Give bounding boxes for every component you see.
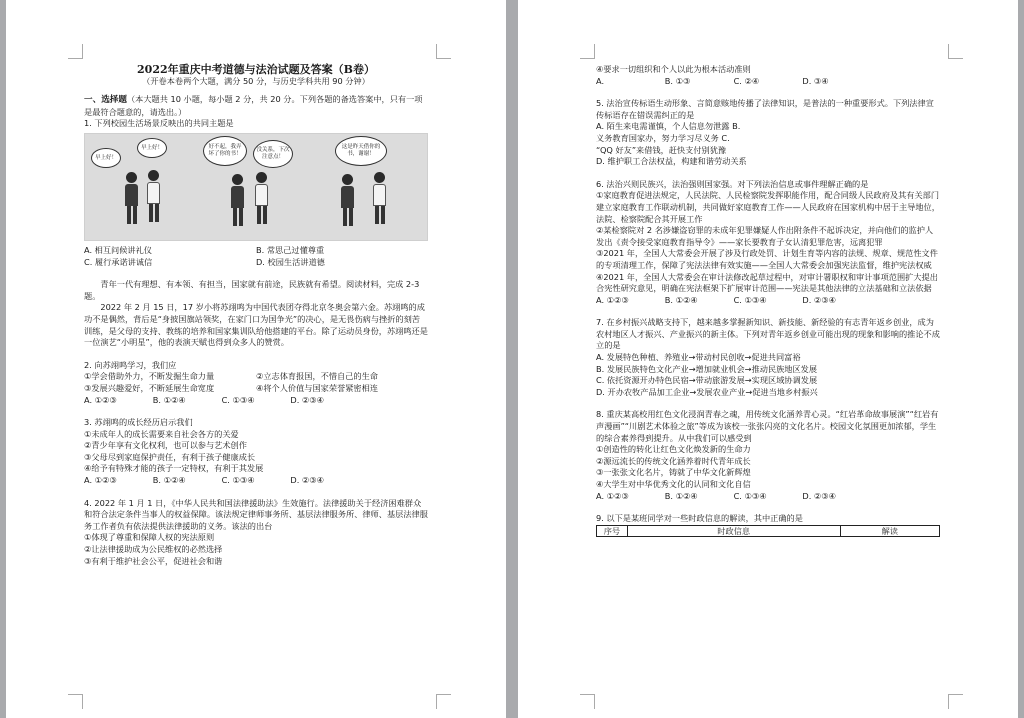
speech-bubble: 早上好！ [137,138,167,158]
question-6-stem: 6. 法治兴则民族兴，法治强则国家强。对下列法治信息或事件理解正确的是 [596,178,869,189]
student-figure [255,172,268,224]
speech-bubble: 好不起，我弄坏了你的书！ [203,136,247,166]
option[interactable]: C. 履行承诺讲诚信 [84,256,153,267]
statement-item: ④将个人价值与国家荣誉紧密相连 [256,382,378,393]
statement-item: ①学会借助外力，不断发掘生命力量 [84,371,215,382]
statement-item: ②让法律援助成为公民维权的必然选择 [84,544,223,555]
option[interactable]: B. ①②④ [152,475,186,486]
option[interactable]: C. ①③④ [221,394,255,405]
question-4-stem: 4. 2022 年 1 月 1 日，《中华人民共和国法律援助法》生效施行。法律援助关于经济困难群众和符合法定条件当事人的权益保障。该法规定律师事务所、基层法律服务所、律师、基层法律服务工作者负有依法提供法律援助的义务。该法的出台 [84,497,428,531]
statement-item: ①家庭教育促进法规定，人民法院、人民检察院发挥职能作用，配合同级人民政府及其有关部门建立家庭教育工作联动机制，共同做好家庭教育工作——人民政府在国家机构中居于主导地位，法院、检察院配合其开展工作 [596,190,940,224]
option[interactable]: A. ①②③ [84,394,117,405]
question-2-items [84,371,428,394]
table-header: 序号 [597,525,628,536]
crop-mark [68,44,83,59]
page-content [596,64,940,537]
crop-mark [580,694,595,709]
current-affairs-table [596,525,940,537]
crop-mark [580,44,595,59]
option[interactable]: C. ①③④ [733,490,767,501]
statement-item: ①体现了尊重和保障人权的宪法原则 [84,532,215,543]
speech-bubble: 没关系，下次注意点！ [253,140,293,168]
student-figure [125,172,138,224]
question-5-stem: 5. 法治宣传标语生动形象、言简意赅地传播了法律知识，是普法的一种重要形式。下列法律宣传标语存在错误需纠正的是 [596,98,934,120]
crop-mark [948,694,963,709]
option[interactable]: A. 发展特色种植、养殖业→带动村民创收→促进共同富裕 [596,352,801,363]
statement-item: ④大学生对中华优秀文化的认同和文化自信 [596,479,751,489]
option[interactable]: A. ①②③ [596,294,629,305]
option[interactable]: B. ①③ [664,75,691,86]
question-3-options [84,475,428,487]
student-figure [373,172,386,224]
statement-item: ③有利于维护社会公平，促进社会和谐 [84,555,223,566]
question-2-options [84,395,428,407]
question-1-stem: 1. 下列校园生活场景反映出的共同主题是 [84,118,234,129]
option[interactable]: D. ③④ [802,75,829,86]
statement-item: ④2021 年，全国人大常委会在审计法修改起草过程中，对审计署职权和审计事项范围扩大提出合宪性研究意见，明确在宪法框架下扩展审计范围——宪法是其他法律的立法基础和立法依据 [596,271,938,294]
option[interactable]: 义务教育国家办，努力学习尽义务 C. [596,132,730,143]
question-8-options [596,491,940,503]
statement-item: ③2021 年，全国人大常委会开展了涉及行政处罚、计划生育等内容的法规、规章、规范性文件的专项清理工作，保障了宪法法律有效实施——全国人大常委会加强宪法监督，维护宪法权威 [596,248,938,270]
question-4-options [596,76,940,88]
section-heading: 一、选择题（本大题共 10 小题，每小题 2 分，共 20 分。下列各题的备选答案中，只有一项是最符合题意的，请选出。） [84,94,423,117]
option[interactable]: D. ②③④ [802,490,836,501]
statement-item: ③一张张文化名片，铸就了中华文化新辉煌 [596,467,751,478]
option[interactable]: B. ①②④ [664,490,698,501]
exam-title: 2022年重庆中考道德与法治试题及答案（B卷） [137,63,375,76]
option[interactable]: B. 发展民族特色文化产业→增加就业机会→推动民族地区发展 [596,363,818,374]
option[interactable]: D. ②③④ [802,294,836,305]
student-figure [147,170,160,222]
statement-item: ②源远流长的传统文化涵养着时代青年成长 [596,455,751,466]
question-8-stem: 8. 重庆某高校用红色文化浸润青春之魂，用传统文化涵养青心灵。“红岩革命故事展演”“红岩有声漫画”“川剧艺术体验之旅”等成为该校一张张闪亮的文化名片。校园文化氛围更加浓郁，学生的综合素养得到提升。从中我们可以感受到 [596,409,939,443]
option[interactable]: A. 陌生来电需谨慎，个人信息勿泄露 B. [596,121,741,132]
reading-passage: 2022 年 2 月 15 日，17 岁小将苏翊鸣为中国代表团夺得北京冬奥会第六金。苏翊鸣的成功不是偶然，背后是“身披国旗站领奖，在家门口为国争光”的决心，是无畏伤病与挫折的刻苦训练，是父母的支持、教练的培养和国家集训队给他搭建的平台。除了运动员身份，苏翊鸣还是一位演艺“小明星”，他的表演天赋也得到众多人的赞赏。 [84,302,428,348]
option[interactable]: D. ②③④ [290,475,324,486]
statement-item: ①创造性的转化让红色文化焕发新的生命力 [596,444,751,455]
document-page-right [518,0,1018,718]
option[interactable]: A. ①②③ [596,490,629,501]
option[interactable]: B. ①②④ [152,394,186,405]
question-3-stem: 3. 苏翊鸣的成长经历启示我们 [84,417,193,428]
statement-item: ②立志体育报国，不惜自己的生命 [256,371,378,382]
question-2-stem: 2. 向苏翊鸣学习，我们应 [84,359,177,370]
question-6-options [596,295,940,307]
student-figure [341,174,354,226]
option[interactable]: C. ①③④ [221,475,255,486]
option[interactable]: C. ①③④ [733,294,767,305]
table-header: 解读 [840,525,939,536]
speech-bubble: 这是昨天借你的书，谢谢！ [335,136,387,166]
statement-item: ③父母尽到家庭保护责任，有利于孩子健康成长 [84,451,256,462]
option[interactable]: C. ②④ [733,75,760,86]
student-figure [231,174,244,226]
statement-item: ③发展兴趣爱好，不断延展生命宽度 [84,382,215,393]
statement-item: ①未成年人的成长需要来自社会各方的关爱 [84,428,239,439]
option[interactable]: A. 相互问候讲礼仪 [84,244,152,255]
statement-item: ④给予有特殊才能的孩子一定特权，有利于其发展 [84,463,264,474]
option[interactable]: D. ②③④ [290,394,324,405]
option[interactable]: D. 维护职工合法权益，构建和谐劳动关系 [596,156,747,167]
option[interactable]: C. 依托资源开办特色民宿→带动旅游发展→实现区域协调发展 [596,375,818,386]
speech-bubble: 早上好！ [91,148,121,168]
question-1-options [84,245,428,268]
option[interactable]: B. ①②④ [664,294,698,305]
crop-mark [948,44,963,59]
exam-subtitle: （开卷本卷两个大题，满分 50 分，与历史学科共用 90 分钟） [142,75,370,86]
campus-scene-illustration [84,133,428,241]
option[interactable]: A. [596,75,605,86]
statement-item: ②青少年享有文化权利，也可以参与艺术创作 [84,440,247,451]
question-9-stem: 9. 以下是某班同学对一些时政信息的解读，其中正确的是 [596,513,803,524]
option[interactable]: D. 开办农牧产品加工企业→发展农业产业→促进当地乡村振兴 [596,386,818,397]
statement-item: ④要求一切组织和个人以此为根本活动准则 [596,64,751,74]
option[interactable]: B. 常思己过懂尊重 [256,244,325,255]
crop-mark [436,694,451,709]
option[interactable]: A. ①②③ [84,475,117,486]
reading-passage-intro: 青年一代有理想、有本领、有担当，国家就有前途，民族就有希望。阅读材料，完成 2-3 题。 [84,279,420,301]
option[interactable]: D. 校园生活讲道德 [256,256,325,267]
statement-item: ②某检察院对 2 名涉嫌盗窃罪的未成年犯罪嫌疑人作出附条件不起诉决定，并向他们的监护人发出《责令接受家庭教育指导令》——家长要教育子女认清犯罪危害，远离犯罪 [596,225,934,247]
table-header: 时政信息 [627,525,840,536]
page-content [84,60,428,567]
option[interactable]: “QQ 好友”来借钱，赶快支付别犹豫 [596,144,727,155]
crop-mark [436,44,451,59]
document-page-left [6,0,506,718]
crop-mark [68,694,83,709]
question-7-stem: 7. 在乡村振兴战略支持下，越来越多掌握新知识、新技能、新经验的有志青年返乡创业，成为农村地区人才振兴、产业振兴的新主体。下列对青年返乡创业可能出现的现象和影响的推论不成立的是 [596,317,940,351]
